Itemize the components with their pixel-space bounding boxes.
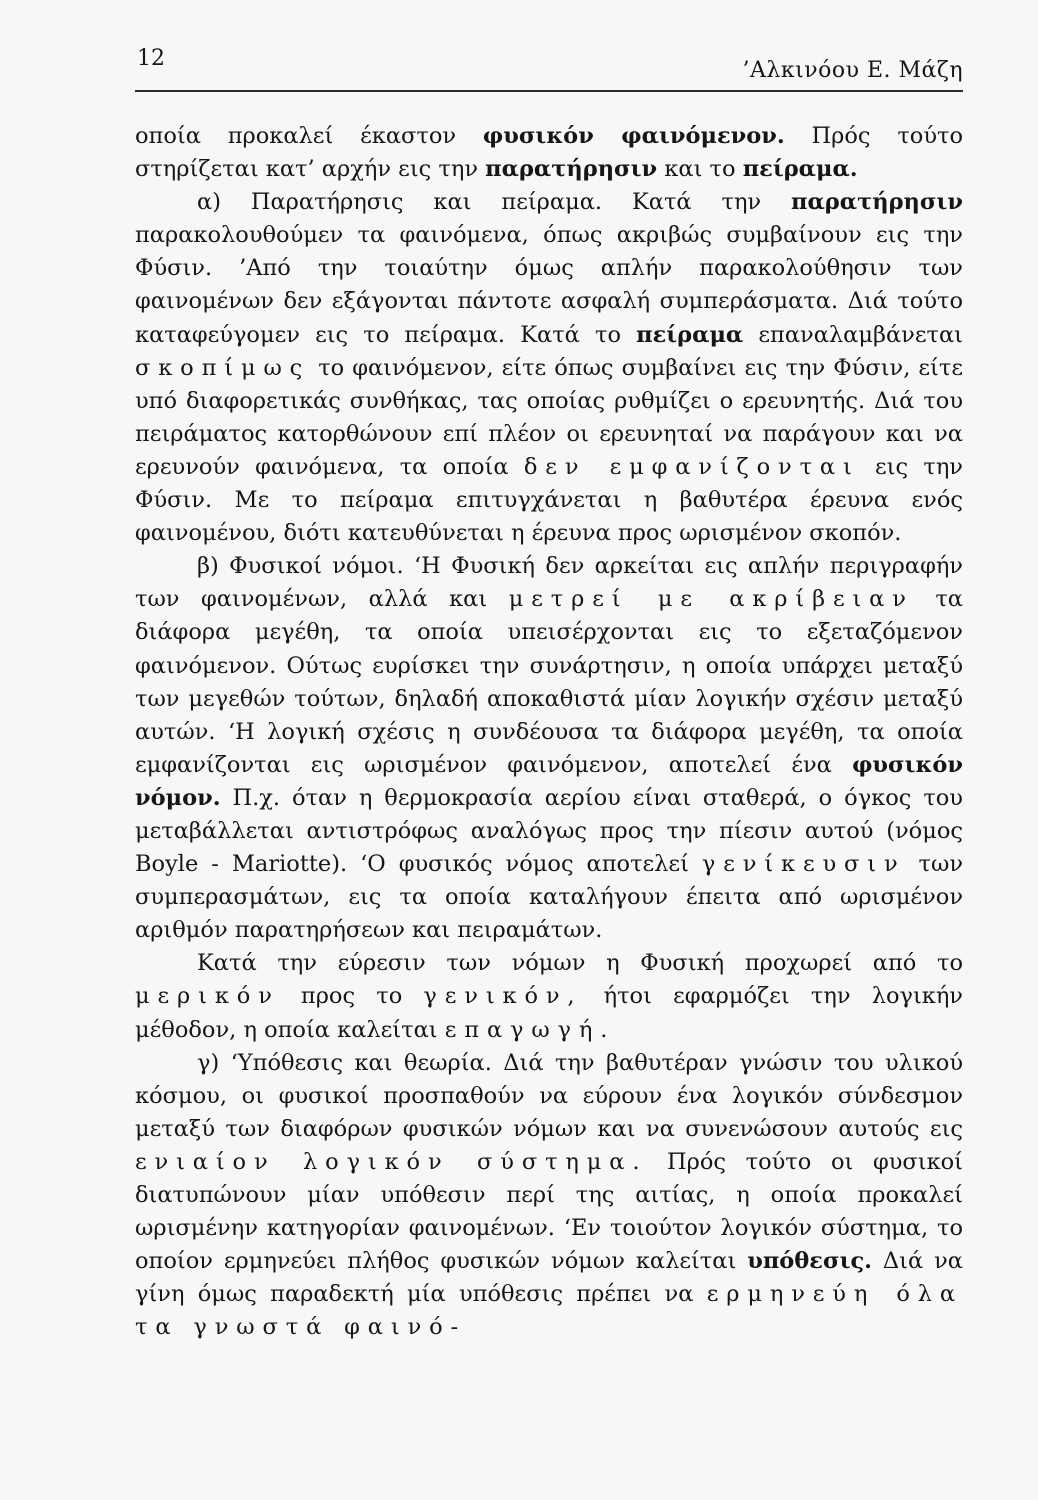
- spaced-emphasis: σκοπίμως: [135, 354, 311, 381]
- bold-term: παρατήρησιν: [485, 156, 658, 183]
- bold-term: παρατήρησιν: [791, 189, 963, 216]
- spaced-emphasis: ενιαίον λογικόν σύστημα.: [135, 1148, 648, 1175]
- text-run: παρακολουθούμεν τα φαινόμενα, όπως ακριβώς συμβαίνουν εις την Φύσιν. ’Από την τοιαύτην όμως απλήν παρακολούθησιν των φαινομένων δεν εξάγονται πάντοτε ασφαλή συμπεράσματα. Διά τούτο καταφεύγομεν εις το πείραμα. Κατά το: [135, 222, 963, 348]
- text-run: γ) ‘Υπόθεσις και θεωρία. Διά την βαθυτέραν γνώσιν του υλικού κόσμου, οι φυσικοί προσπαθούν να εύρουν ένα λογικόν σύνδεσμον μεταξύ των διαφόρων φυσικών νόμων και να συνενώσουν αυτούς εις: [135, 1049, 963, 1142]
- text-run: Πρός τούτο οι φυσικοί διατυπώνουν μίαν υπόθεσιν περί της αιτίας, η οποία προκαλεί ωρισμένην κατηγορίαν φαινομένων. ‘Εν τοιούτον λογικόν σύστημα, το οποίον ερμηνεύει πλήθος φυσικών νόμων καλείται: [135, 1148, 963, 1275]
- bold-term: φυσικόν φαινόμενον.: [482, 123, 785, 149]
- text-run: οποία προκαλεί έκαστον: [135, 123, 483, 149]
- page-header: [135, 38, 963, 92]
- spaced-emphasis: επαγωγή.: [444, 1016, 616, 1043]
- text-run: προς το: [279, 983, 424, 1010]
- text-run: και το: [657, 156, 743, 183]
- text-run: Π.χ. όταν η θερμοκρασία αερίου είναι σταθερά, ο όγκος του μεταβάλλεται αντιστρόφως αναλόγως προς την πίεσιν αυτού (νόμος Boyle - Mariotte). ‘Ο φυσικός νόμος αποτελεί: [135, 784, 963, 878]
- paragraph: [135, 1047, 963, 1345]
- bold-term: φυσικόν νόμον.: [135, 751, 963, 811]
- text-run: Πρός τούτο στηρίζεται κατ’ αρχήν εις την: [135, 123, 964, 183]
- text-run: ήτοι εφαρμόζει την λογικήν μέθοδον, η οποία καλείται: [135, 983, 963, 1043]
- running-head: ’Αλκινόου Ε. Μάζη: [742, 58, 963, 83]
- text-run: το φαινόμενον, είτε όπως συμβαίνει εις την Φύσιν, είτε υπό διαφορετικάς συνθήκας, τας οποίας ρυθμίζει ο ερευνητής. Διά του πειράματος κατορθώνουν επί πλέον οι ερευνηταί να παράγουν και να ερευνούν φαινόμενα, τα οποία: [135, 354, 963, 480]
- bold-term: πείραμα: [636, 321, 744, 348]
- paragraph: [135, 120, 963, 186]
- text-run: α) Παρατήρησις και πείραμα. Κατά την: [197, 189, 792, 216]
- text-run: επαναλαμβάνεται: [743, 321, 963, 348]
- spaced-emphasis: μετρεί με ακρίβειαν: [508, 586, 914, 613]
- paragraph: [135, 186, 963, 550]
- page-number: 12: [137, 46, 165, 71]
- text-run: Διά να γίνη όμως παραδεκτή μία υπόθεσις πρέπει να: [135, 1248, 963, 1308]
- paragraph: [135, 947, 963, 1046]
- text-run: τα διάφορα μεγέθη, τα οποία υπεισέρχονται εις το εξεταζόμενον φαινόμενον. Ούτως ευρίσκει την συνάρτησιν, η οποία υπάρχει μεταξύ των μεγεθών τούτων, δηλαδή αποκαθιστά μίαν λογικήν σχέσιν μεταξύ αυτών. ‘Η λογική σχέσις η συνδέουσα τα διάφορα μεγέθη, τα οποία εμφανίζονται εις ωρισμένον φαινόμενον, αποτελεί ένα: [135, 586, 963, 778]
- bold-term: υπόθεσις.: [747, 1248, 872, 1275]
- bold-term: πείραμα.: [742, 156, 858, 183]
- spaced-emphasis: δεν εμφανίζονται: [523, 453, 860, 480]
- text-run: των συμπερασμάτων, εις τα οποία καταλήγουν έπειτα από ωρισμένον αριθμόν παρατηρήσεων και πειραμάτων.: [135, 851, 963, 944]
- text-run: Κατά την εύρεσιν των νόμων η Φυσική προχωρεί από το: [197, 950, 963, 977]
- text-run: εις την Φύσιν. Με το πείραμα επιτυγχάνεται η βαθυτέρα έρευνα ενός φαινομένου, διότι κατευθύνεται η έρευνα προς ωρισμένον σκοπόν.: [135, 453, 963, 547]
- text-run: β) Φυσικοί νόμοι. ‘Η Φυσική δεν αρκείται εις απλήν περιγραφήν των φαινομένων, αλλά και: [135, 553, 963, 613]
- spaced-emphasis: γενίκευσιν: [701, 851, 906, 878]
- spaced-emphasis: ερμηνεύη όλα τα γνωστά φαινό-: [135, 1281, 964, 1341]
- spaced-emphasis: γενικόν,: [423, 983, 583, 1010]
- paragraph: [135, 550, 963, 947]
- text-body: [135, 120, 963, 1344]
- spaced-emphasis: μερικόν: [135, 983, 280, 1010]
